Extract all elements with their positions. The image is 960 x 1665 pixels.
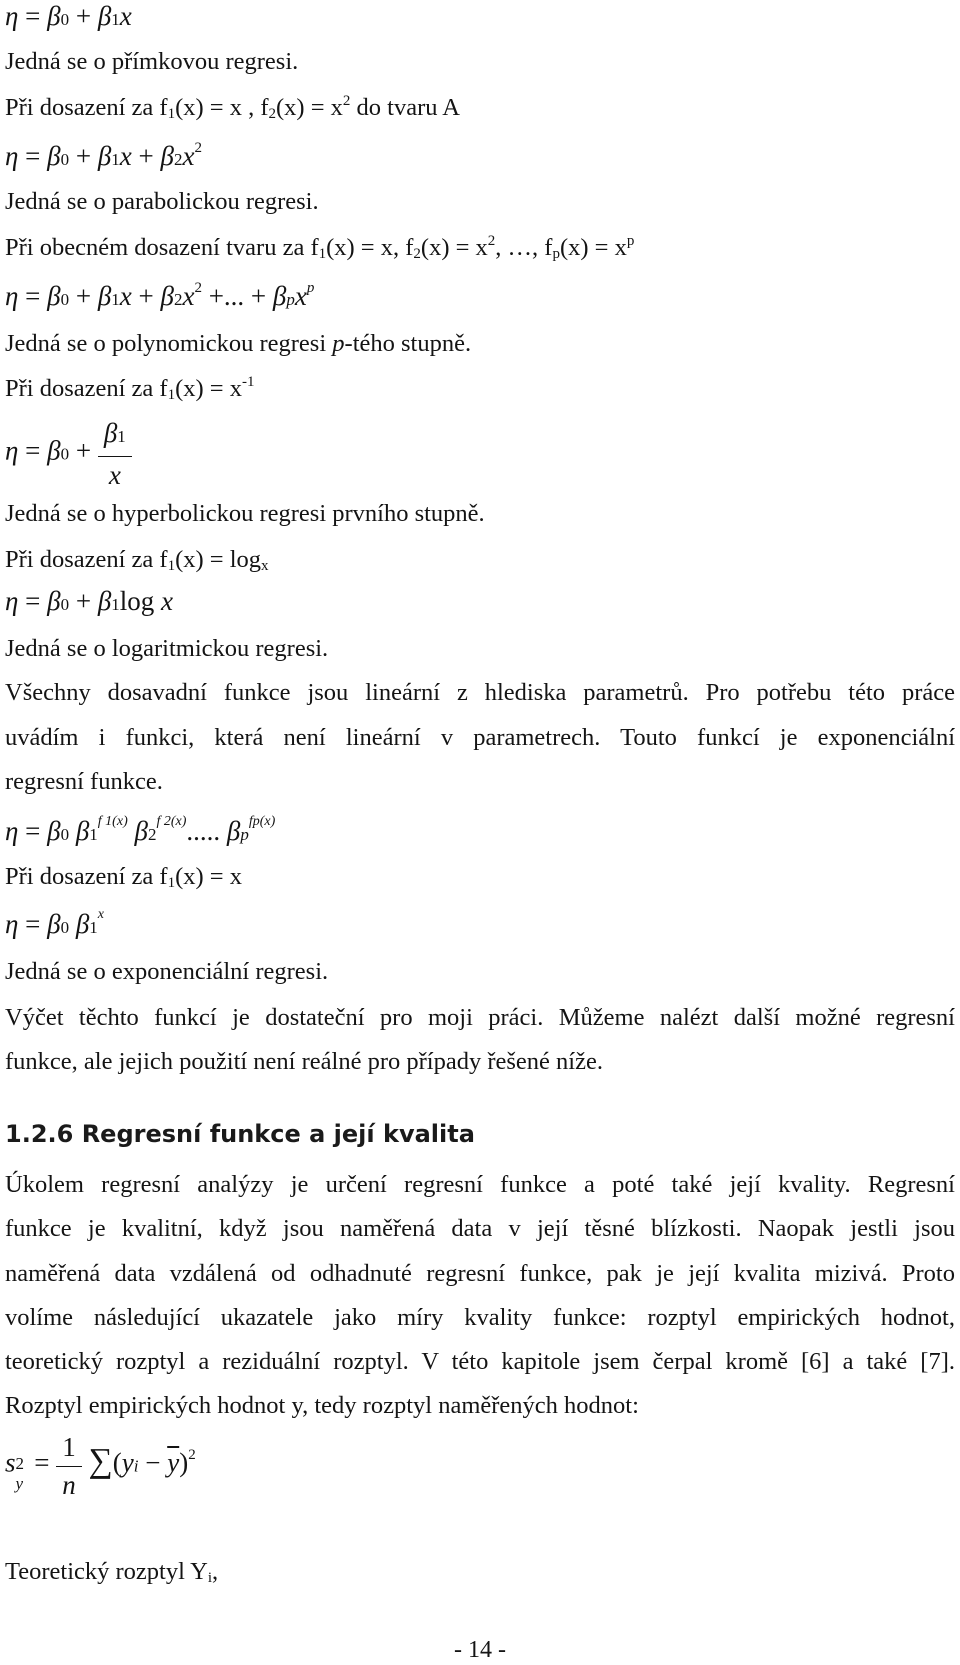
equation-parabolic: $\eta = \beta 0 + \beta 1x + \beta 2x^2$ — [5, 140, 202, 171]
paragraph-enough-line-1: Výčet těchto funkcí je dostateční pro moji práci. Můžeme nalézt další možné regresní — [5, 1004, 955, 1031]
fraction-beta1-over-x: $\frac{\beta 1}{x}$ — [98, 414, 132, 493]
text-linear: Jedná se o přímkovou regresi. — [5, 48, 299, 75]
text-exponential: Jedná se o exponenciální regresi. — [5, 958, 329, 985]
substitution-inverse: Při dosazení za $f_1(x) = x^{-1}$ — [5, 374, 255, 403]
equation-logarithmic: η = β0 + β1log x — [5, 586, 174, 616]
substitution-exponential: Při dosazení za $f_1(x) = x$ — [5, 863, 242, 891]
text-parabolic: Jedná se o parabolickou regresi. — [5, 188, 319, 215]
text-hyperbolic: Jedná se o hyperbolickou regresi prvního stupně. — [5, 500, 485, 527]
paragraph-quality-line-2: funkce je kvalitní, když jsou naměřená data v její těsné blízkosti. Naopak jestli jsou — [5, 1215, 955, 1242]
text-theoretical-variance: Teoretický rozptyl $Y_i$, — [5, 1558, 219, 1586]
page-number: - 14 - — [454, 1637, 506, 1663]
equation-exponential-general: η = β0 $\beta 1^{f 1(x)}$ $\beta 2^{f 2(x)}$..... $\beta p^{fp(x)}$ — [5, 814, 276, 846]
paragraph-enough-line-2: funkce, ale jejich použití není reálné pro případy řešené níže. — [5, 1048, 603, 1075]
paragraph-nonlinear-line-2: uvádím i funkci, která není lineární v parametrech. Touto funkcí je exponenciální — [5, 724, 955, 751]
section-heading: 1.2.6 Regresní funkce a její kvalita — [5, 1120, 475, 1148]
text-polynomial: Jedná se o polynomickou regresi p-tého stupně. — [5, 330, 472, 357]
paragraph-quality-line-3: naměřená data vzdálená od odhadnuté regresní funkce, pak je její kvalita mizivá. Proto — [5, 1260, 955, 1287]
text-logarithmic: Jedná se o logaritmickou regresi. — [5, 635, 329, 662]
equation-empirical-variance: s 2 y = $\frac{1}{n}$ $\sum(yi - \overline{y})^2$ — [5, 1428, 196, 1503]
paragraph-quality-line-5: teoretický rozptyl a reziduální rozptyl. V této kapitole jsem čerpal kromě [6] a také [7]. — [5, 1348, 955, 1375]
equation-exponential: η = β0 β1$^x$ — [5, 907, 105, 939]
substitution-a: Při dosazení za $f_1(x) = x$ , $f_2(x) = x^2$ do tvaru A — [5, 93, 460, 122]
substitution-general: Při obecném dosazení tvaru za $f_1(x) = x$, $f_2(x) = x^2$, …, $f_p(x) = x^p$ — [5, 233, 635, 262]
substitution-log: Při dosazení za $f_1(x) = \log_x$ — [5, 546, 269, 574]
paragraph-nonlinear-line-3: regresní funkce. — [5, 768, 163, 795]
fraction-one-over-n: $\frac{1}{n}$ — [56, 1428, 82, 1503]
paragraph-quality-line-4: volíme následující ukazatele jako míry kvality funkce: rozptyl empirických hodnot, — [5, 1304, 955, 1331]
text-empirical-variance: Rozptyl empirických hodnot y, tedy rozptyl naměřených hodnot: — [5, 1392, 639, 1419]
paragraph-quality-line-1: Úkolem regresní analýzy je určení regresní funkce a poté také její kvality. Regresní — [5, 1171, 955, 1198]
equation-polynomial: $\eta = \beta 0 + \beta 1x + \beta 2x^2$ +... + βpx$^p$ — [5, 280, 315, 311]
equation-linear: η = β0 + β1x — [5, 1, 132, 31]
equation-hyperbolic: η = β0 + $\frac{\beta 1}{x}$ — [5, 414, 132, 493]
paragraph-nonlinear-line-1: Všechny dosavadní funkce jsou lineární z hlediska parametrů. Pro potřebu této práce — [5, 679, 955, 706]
